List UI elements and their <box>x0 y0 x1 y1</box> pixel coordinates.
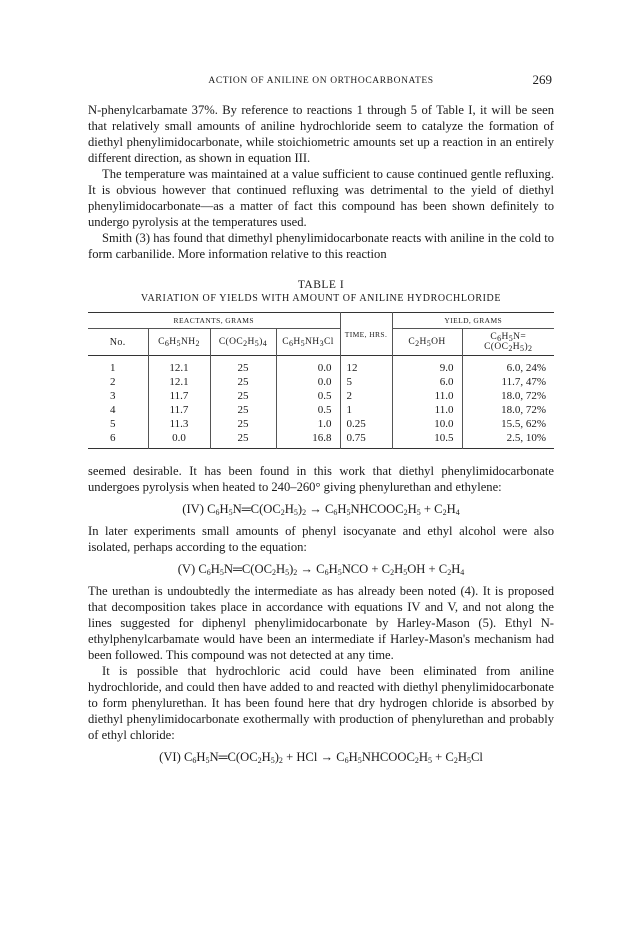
cell-ethanol: 6.0 <box>392 375 462 389</box>
paragraph-6: The urethan is undoubtedly the intermediate as has already been noted (4). It is proposed that decomposition takes place in accordance with equations IV and V, and not along the lines suggested for diphenyl phenylimidocarbonate by Harley-Mason (5). Ethyl N-ethylphenylcarbamate would have been an intermediate if Harley-Mason's mechanism had been followed. This compound was not detected at any time. <box>88 584 554 662</box>
cell-time: 5 <box>340 375 392 389</box>
cell-time: 0.25 <box>340 417 392 431</box>
cell-orthocarbonate: 25 <box>210 417 276 431</box>
cell-aniline: 11.7 <box>148 403 210 417</box>
cell-ethanol: 11.0 <box>392 403 462 417</box>
cell-ethanol: 10.5 <box>392 431 462 449</box>
table-row <box>88 375 554 389</box>
cell-aniline-hydrochloride: 0.0 <box>276 356 340 376</box>
paragraph-3: Smith (3) has found that dimethyl phenylimidocarbonate reacts with aniline in the cold to form carbanilide. More information relative to this reaction <box>88 231 554 261</box>
cell-no: 6 <box>110 432 116 444</box>
cell-no: 5 <box>110 418 116 430</box>
paragraph-1: N-phenylcarbamate 37%. By reference to reactions 1 through 5 of Table I, it will be seen that relatively small amounts of aniline hydrochloride seem to catalyze the formation of diethyl phenylimidocarbonate, while stoichiometric amounts set up a reaction in an entirely different direction, as shown in equation III. <box>88 103 554 165</box>
table-row <box>88 431 554 449</box>
paragraph-7: It is possible that hydrochloric acid could have been eliminated from aniline hydrochloride, and could then have added to and reacted with diethyl phenylimidocarbonate to form phenylurethan. It has been found here that dry hydrogen chloride is absorbed by diethyl phenylimidocarbonate exothermally with production of phenylurethan and probably of ethyl chloride: <box>88 664 554 742</box>
yield-table <box>88 312 554 449</box>
header-imidocarbonate: $C_6H_5N=$ $C(OC_2H_5)_2$ <box>462 329 554 356</box>
cell-orthocarbonate: 25 <box>210 403 276 417</box>
cell-aniline: 12.1 <box>148 375 210 389</box>
cell-imidocarbonate: 18.0, 72% <box>462 403 554 417</box>
table-row <box>88 417 554 431</box>
equation-6-label: (VI) <box>159 750 181 764</box>
cell-aniline: 0.0 <box>148 431 210 449</box>
equation-4: (IV) $C_6H_5N═C(OC_2H_5)_2$ → $C_6H_5NHCOOC_2H_5 + C_2H_4$ <box>182 502 460 517</box>
cell-orthocarbonate: 25 <box>210 356 276 376</box>
equation-5: (V) $C_6H_5N═C(OC_2H_5)_2 \to C_6H_5NCO + C_2H_5OH + C_2H_4$ <box>177 562 465 577</box>
cell-aniline-hydrochloride: 16.8 <box>276 431 340 449</box>
cell-imidocarbonate: 15.5, 62% <box>462 417 554 431</box>
table-label: TABLE I <box>297 279 345 291</box>
header-aniline-hydrochloride: $C_6H_5NH_3Cl$ <box>276 329 340 356</box>
equation-4-label: (IV) <box>182 502 204 516</box>
cell-ethanol: 11.0 <box>392 389 462 403</box>
running-title: ACTION OF ANILINE ON ORTHOCARBONATES <box>208 76 434 86</box>
cell-no: 1 <box>110 362 116 374</box>
cell-aniline-hydrochloride: 0.5 <box>276 389 340 403</box>
table-caption: VARIATION OF YIELDS WITH AMOUNT OF ANILINE HYDROCHLORIDE <box>140 293 502 304</box>
cell-orthocarbonate: 25 <box>210 375 276 389</box>
cell-orthocarbonate: 25 <box>210 431 276 449</box>
cell-aniline-hydrochloride: 1.0 <box>276 417 340 431</box>
cell-no: 2 <box>110 376 116 388</box>
cell-imidocarbonate: 18.0, 72% <box>462 389 554 403</box>
cell-imidocarbonate: 11.7, 47% <box>462 375 554 389</box>
journal-page <box>88 72 554 771</box>
paragraph-2: The temperature was maintained at a value sufficient to cause continued gentle refluxing. It is obvious however that continued refluxing was detrimental to the yield of diethyl phenylimidocarbonate—as a matter of fact this compound has been shown definitely to undergo pyrolysis at the temperatures used. <box>88 167 554 229</box>
cell-ethanol: 9.0 <box>392 356 462 376</box>
header-time: TIME, HRS. <box>340 313 392 356</box>
cell-aniline-hydrochloride: 0.5 <box>276 403 340 417</box>
equation-5-label: (V) <box>177 562 196 576</box>
cell-aniline: 12.1 <box>148 356 210 376</box>
cell-no: 4 <box>110 404 116 416</box>
cell-time: 2 <box>340 389 392 403</box>
cell-no: 3 <box>110 390 116 402</box>
table-1 <box>88 278 554 449</box>
cell-time: 12 <box>340 356 392 376</box>
cell-aniline: 11.7 <box>148 389 210 403</box>
header-aniline: $C_6H_5NH_2$ <box>148 329 210 356</box>
cell-time: 0.75 <box>340 431 392 449</box>
cell-aniline-hydrochloride: 0.0 <box>276 375 340 389</box>
cell-aniline: 11.3 <box>148 417 210 431</box>
header-yield: YIELD, GRAMS <box>392 313 554 329</box>
table-row <box>88 389 554 403</box>
running-head <box>88 72 554 90</box>
paragraph-4: seemed desirable. It has been found in this work that diethyl phenylimidocarbonate undergoes pyrolysis when heated to 240–260° giving phenylurethan and ethylene: <box>88 464 554 494</box>
header-ethanol: $C_2H_5OH$ <box>392 329 462 356</box>
page-number: 269 <box>532 72 552 87</box>
cell-orthocarbonate: 25 <box>210 389 276 403</box>
equation-6: (VI) $C_6H_5N═C(OC_2H_5)_2$ + HCl → $C_6H_5NHCOOC_2H_5 + C_2H_5Cl$ <box>159 750 483 765</box>
table-row <box>88 356 554 376</box>
cell-time: 1 <box>340 403 392 417</box>
cell-imidocarbonate: 2.5, 10% <box>462 431 554 449</box>
table-row <box>88 403 554 417</box>
header-no: No. <box>109 336 126 348</box>
cell-ethanol: 10.0 <box>392 417 462 431</box>
header-orthocarbonate: $C(OC_2H_5)_4$ <box>210 329 276 356</box>
paragraph-5: In later experiments small amounts of phenyl isocyanate and ethyl alcohol were also isolated, perhaps according to the equation: <box>88 524 554 554</box>
cell-imidocarbonate: 6.0, 24% <box>462 356 554 376</box>
header-reactants: REACTANTS, GRAMS <box>88 313 340 329</box>
